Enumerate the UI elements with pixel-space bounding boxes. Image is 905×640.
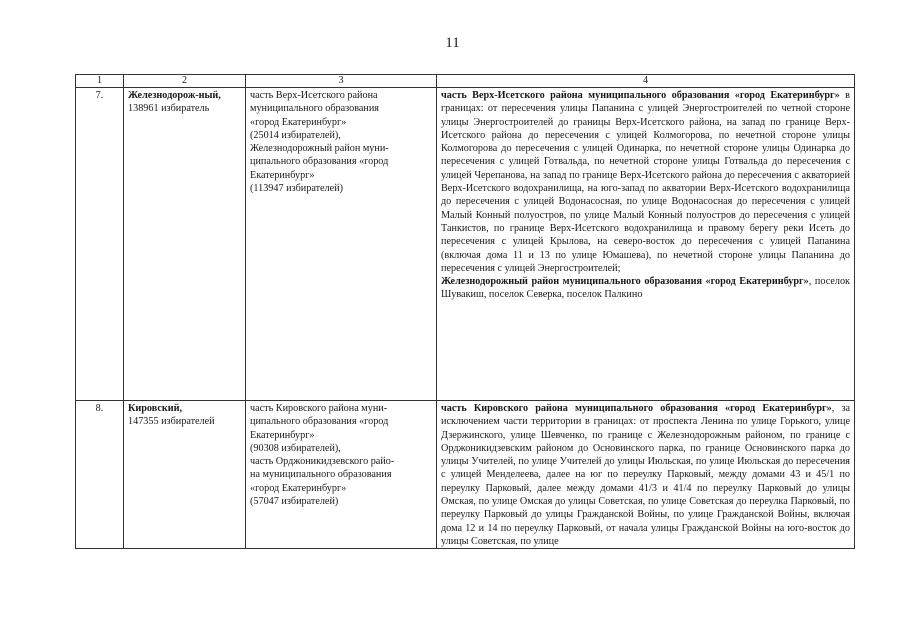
- composition-line: часть Орджоникидзевского райо-: [250, 456, 395, 468]
- district-boundaries-cell: [437, 401, 855, 549]
- header-col-1: 1: [76, 75, 124, 88]
- boundary-paragraph: [441, 89, 850, 275]
- composition-line: часть Кировского района муни-: [250, 403, 388, 414]
- districts-table: [75, 74, 855, 549]
- composition-line: (90308 избирателей),: [250, 442, 341, 454]
- table-header-row: [76, 75, 855, 88]
- composition-line: (113947 избирателей): [250, 183, 344, 195]
- district-composition-cell: [246, 88, 437, 401]
- composition-line: «город Екатеринбург»: [250, 482, 347, 494]
- composition-line: на муниципального образования: [250, 469, 392, 481]
- boundary-text: в границах: от пересечения улицы Папанина с улицей Энергостроителей по четной стороне улицы Энергостроителей до границы Верх-Исетского района, на запад по границе Верх-Исетского района до пересечения с улицей Колмогорова, по нечетной стороне улицы Колмогорова до пересечения с улицей Одинарка, по нечетной стороне улицы Одинарка до пересечения с улицей Готвальда, по нечетной стороне улицы Готвальда до пересечения с улицей Черепанова, на запад по границе Верх-Исетского района до пересечения с акваторией Верх-Исетского водохранилища, на юго-запад по акватории Верх-Исетского водохранилища до пересечения с улицей Водонасосная, по улице Водонасосная до пересечения с улицей Малый Конный полуостров, по улице Малый Конный полуостров до пересечения с улицей Танкистов, по границе Верх-Исетского водохранилища и правому берегу реки Исеть до пересечения с улицей Крылова, на северо-восток до пересечения с улицей Папанина (включая дома 11 и 13 по улице Юмашева), по нечетной стороне улицы Папанина до пересечения с улицей Энергостроителей;: [441, 90, 850, 274]
- composition-line: (57047 избирателей): [250, 496, 339, 508]
- composition-line: Железнодорожный район муни-: [250, 143, 389, 155]
- composition-line: ципального образования «город: [250, 156, 389, 168]
- district-name: Кировский,: [128, 403, 183, 414]
- district-voters: 138961 избиратель: [128, 103, 210, 115]
- composition-line: Екатеринбург»: [250, 169, 315, 181]
- district-name: Железнодорож-ный,: [128, 90, 221, 101]
- district-number: 7.: [76, 88, 124, 401]
- header-col-3: 3: [246, 75, 437, 88]
- composition-line: «город Екатеринбург»: [250, 116, 347, 128]
- table-row: [76, 401, 855, 549]
- boundary-heading: часть Кировского района муниципального образования «город Екатеринбург»: [441, 403, 832, 414]
- district-composition-cell: [246, 401, 437, 549]
- district-number: 8.: [76, 401, 124, 549]
- district-name-cell: [124, 401, 246, 549]
- boundary-paragraph: [441, 275, 850, 302]
- boundary-text: , за исключением части территории в границах: от проспекта Ленина по улице Горького, улице Дзержинского, улице Шевченко, по границе с Железнодорожным районом, по границе с Орджоникидзевским районом до Основинского парка, по границе Основинского парка до улицы Учителей, по улице Учителей до улицы Июльская, по улице Июльская до пересечения с улицей Менделеева, далее на юг по переулку Парковый, между домами 43 и 45/1 по переулку Парковый, далее между домами 41/3 и 41/4 по переулку Парковый до улицы Омская, по улице Омская до улицы Советская, по улице Советская до переулка Парковый, по переулку Парковый до улицы Гражданской Войны, по улице Гражданской Войны, включая дома 12 и 14 по переулку Парковый, от начала улицы Гражданской Войны на юго-восток до улицы Советская, по улице: [441, 403, 850, 547]
- district-voters: 147355 избирателей: [128, 416, 215, 428]
- composition-line: (25014 избирателей),: [250, 129, 341, 141]
- header-col-2: 2: [124, 75, 246, 88]
- composition-line: Екатеринбург»: [250, 429, 315, 441]
- composition-line: ципального образования «город: [250, 416, 389, 428]
- district-boundaries-cell: [437, 88, 855, 401]
- composition-line: муниципального образования: [250, 103, 379, 115]
- boundary-heading: часть Верх-Исетского района муниципального образования «город Екатеринбург»: [441, 90, 840, 101]
- table-row: [76, 88, 855, 401]
- composition-line: часть Верх-Исетского района: [250, 90, 378, 101]
- header-col-4: 4: [437, 75, 855, 88]
- boundary-paragraph: [441, 402, 850, 548]
- boundary-heading: Железнодорожный район муниципального образования «город Екатеринбург»: [441, 276, 809, 288]
- boundary-text: , поселок Шувакиш, поселок Северка, поселок Палкино: [441, 276, 850, 301]
- district-name-cell: [124, 88, 246, 401]
- page-number: 11: [445, 35, 460, 51]
